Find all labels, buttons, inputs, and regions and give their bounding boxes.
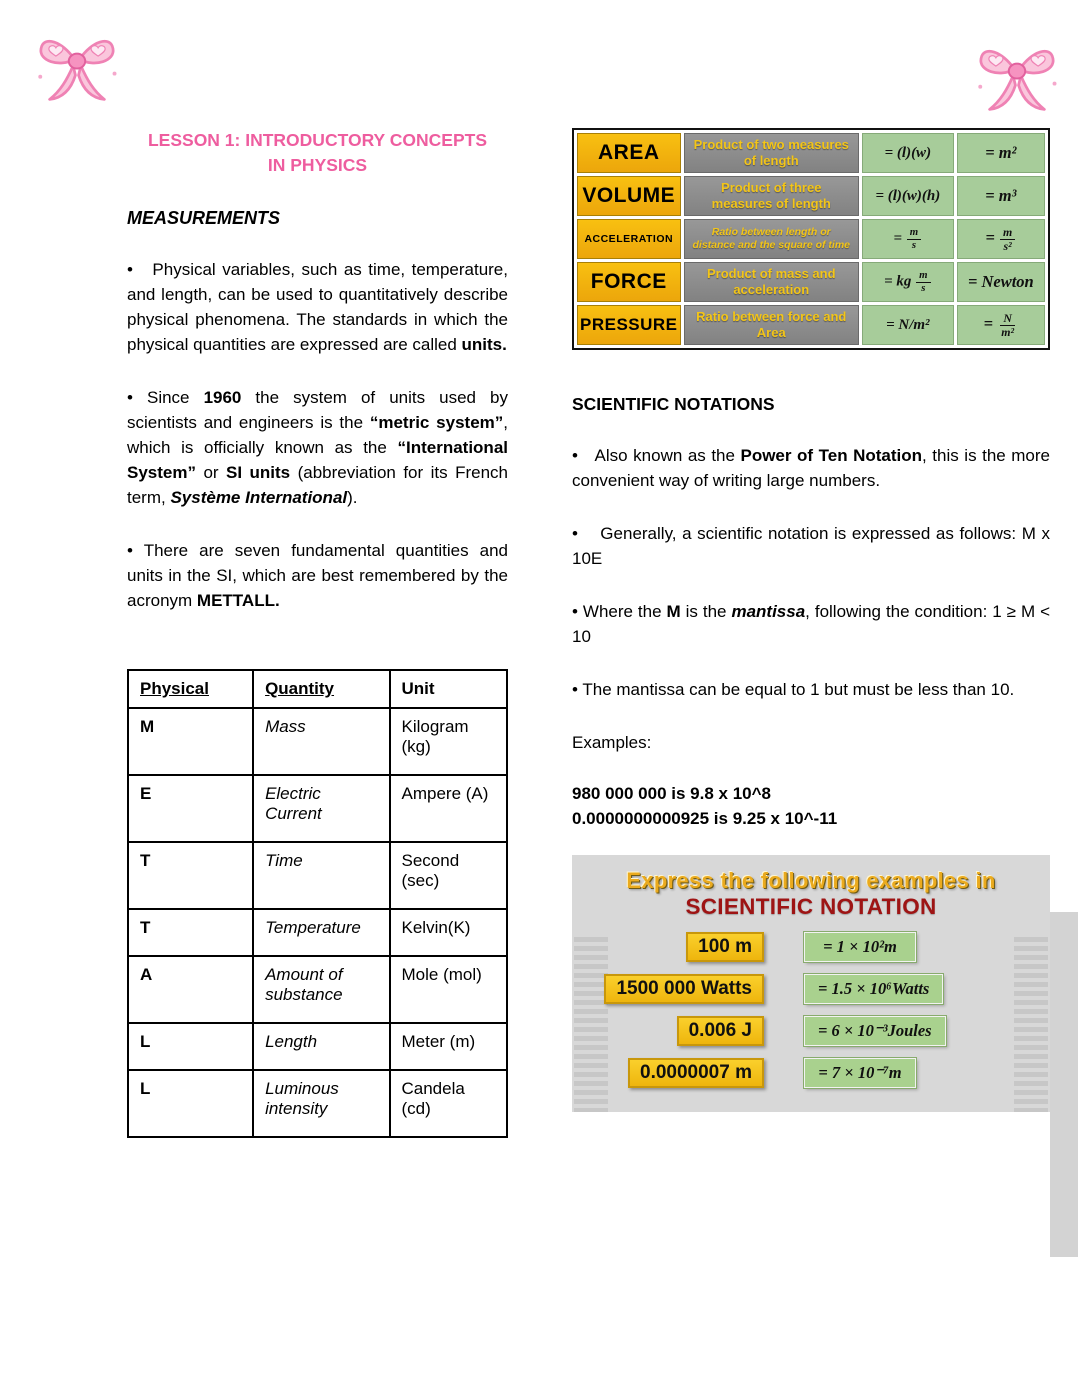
answer-value: = 7 × 10⁻⁷m (804, 1058, 916, 1088)
answer-value: = 1 × 10²m (804, 932, 916, 962)
column-header: Physical (128, 670, 253, 708)
text-segment: mantissa (731, 602, 806, 621)
text-segment: “metric system” (369, 413, 504, 432)
derived-table (574, 130, 1048, 348)
table-cell: Temperature (253, 909, 389, 956)
panel-title: Express the following examples in (626, 868, 996, 893)
paragraph (127, 257, 508, 357)
text-segment: • Also known as the (572, 446, 741, 465)
text-segment: • The mantissa can be equal to 1 but must be less than 10. (572, 680, 1015, 699)
panel-subtitle: SCIENTIFIC NOTATION (685, 894, 937, 919)
denominator: s² (1003, 238, 1012, 253)
table-cell: Candela (cd) (390, 1070, 508, 1137)
scientific-notation-exercise-panel (572, 855, 1050, 1112)
numerator: m (907, 227, 921, 239)
given-zone (584, 1058, 764, 1088)
mettall-table-body (128, 670, 507, 1137)
given-zone (584, 1016, 764, 1046)
text-segment: Power of Ten Notation (740, 446, 923, 465)
quantity-name-cell: VOLUME (577, 176, 681, 216)
text-segment: or (195, 463, 227, 482)
table-cell: Second (sec) (390, 842, 508, 909)
quantity-name-cell: FORCE (577, 262, 681, 302)
paragraph (572, 443, 1050, 493)
given-value: 1500 000 Watts (604, 974, 764, 1004)
given-value: 0.006 J (677, 1016, 764, 1046)
table-row (128, 1023, 507, 1070)
text-segment: is the (680, 602, 732, 621)
quantity-description-cell: Product of two measures of length (684, 133, 859, 173)
text-segment: , which is officially known as the (127, 413, 508, 457)
scientific-notations-heading: SCIENTIFIC NOTATIONS (572, 394, 775, 414)
fraction (998, 312, 1017, 338)
table-row (128, 775, 507, 842)
panel-items (572, 929, 1050, 1090)
answer-zone (804, 1058, 916, 1088)
text-segment: 1960 (203, 388, 242, 407)
denominator: m² (1001, 324, 1015, 339)
paragraph (572, 677, 1050, 702)
given-value: 0.0000007 m (628, 1058, 764, 1088)
numerator: m (1000, 226, 1015, 239)
answer-zone (804, 1016, 946, 1046)
table-cell: Luminous intensity (253, 1070, 389, 1137)
given-value: 100 m (686, 932, 764, 962)
text-segment: SI units (226, 463, 291, 482)
answer-zone (804, 974, 943, 1004)
quantity-name-cell: PRESSURE (577, 305, 681, 345)
measurements-paragraphs (127, 257, 508, 613)
formula-cell: = (l)(w)(h) (862, 176, 954, 216)
quantity-description-cell: Product of three measures of length (684, 176, 859, 216)
derived-table-body (577, 133, 1045, 345)
mettall-table (127, 669, 508, 1138)
table-cell: T (128, 909, 253, 956)
quantity-name-cell: ACCELERATION (577, 219, 681, 259)
answer-zone (804, 932, 916, 962)
table-cell: L (128, 1023, 253, 1070)
exercise-row (584, 971, 1038, 1006)
page-title-line1: LESSON 1: INTRODUCTORY CONCEPTS (147, 130, 488, 150)
table-cell: L (128, 1070, 253, 1137)
paragraph (572, 521, 1050, 571)
text-segment: M (666, 602, 681, 621)
table-cell: A (128, 956, 253, 1023)
denominator: s (921, 281, 926, 294)
unit-cell: = $\frac{N}{\text{m²}}$ (957, 305, 1045, 345)
examples-list (572, 781, 1050, 831)
scrollbar-artifact (1050, 912, 1078, 1257)
table-cell: E (128, 775, 253, 842)
formula-cell: = (l)(w) (862, 133, 954, 173)
examples-label: Examples: (572, 733, 652, 752)
table-row (128, 842, 507, 909)
fraction (916, 270, 930, 294)
text-segment: “International System” (127, 438, 508, 482)
unit-cell: = Newton (957, 262, 1045, 302)
table-cell: Kilogram (kg) (390, 708, 508, 775)
derived-row-volume (577, 176, 1045, 216)
fraction (1000, 226, 1015, 252)
exercise-row (584, 1013, 1038, 1048)
bow-icon (34, 20, 120, 110)
text-segment: • There are seven fundamental quantities and units in the SI, which are best remembered by the acronym (127, 541, 508, 610)
paragraph (127, 385, 508, 510)
table-row (128, 1070, 507, 1137)
table-cell: Electric Current (253, 775, 389, 842)
page-title (127, 128, 508, 178)
given-zone (584, 974, 764, 1004)
table-cell: Mole (mol) (390, 956, 508, 1023)
text-segment: the system of units used by scientists and engineers is the (127, 388, 508, 432)
formula-cell: = kg $\frac{m}{s}$ (862, 262, 954, 302)
column-header: Quantity (253, 670, 389, 708)
table-header-row (128, 670, 507, 708)
example-value: 980 000 000 is 9.8 x 10^8 (572, 784, 771, 803)
formula-cell: = $\frac{m}{s}$ (862, 219, 954, 259)
page-title-line2: IN PHYSICS (267, 155, 368, 175)
table-cell: Length (253, 1023, 389, 1070)
text-segment: , following the condition: 1 ≥ M < 10 (572, 602, 1050, 646)
unit-cell: = m³ (957, 176, 1045, 216)
left-column (127, 128, 508, 1138)
table-cell: T (128, 842, 253, 909)
table-row (128, 956, 507, 1023)
quantity-description-cell: Product of mass and acceleration (684, 262, 859, 302)
quantity-description-cell: Ratio between length or distance and the square of time (684, 219, 859, 259)
text-segment: • Generally, a scientific notation is expressed as follows: M x 10E (572, 524, 1050, 568)
unit-cell: = m² (957, 133, 1045, 173)
table-cell: Kelvin(K) (390, 909, 508, 956)
fraction (907, 227, 921, 251)
unit-cell: = $\frac{m}{\text{s²}}$ (957, 219, 1045, 259)
numerator: N (1000, 312, 1015, 325)
paragraph (127, 538, 508, 613)
paragraph (572, 599, 1050, 649)
scientific-paragraphs (572, 443, 1050, 702)
text-segment: • Where the (572, 602, 667, 621)
formula-cell: = N/m² (862, 305, 954, 345)
text-segment: , this is the more convenient way of writing large numbers. (572, 446, 1050, 490)
table-row (128, 708, 507, 775)
bow-icon (974, 30, 1060, 120)
example-value: 0.0000000000925 is 9.25 x 10^-11 (572, 809, 838, 828)
table-cell: Ampere (A) (390, 775, 508, 842)
text-segment: • Since (127, 388, 204, 407)
text-segment: (abbreviation for its French term, (127, 463, 508, 507)
right-column (572, 128, 1050, 1112)
exercise-row (584, 929, 1038, 964)
text-segment: Système International (170, 488, 348, 507)
text-segment: ). (347, 488, 358, 507)
text-segment: METTALL. (196, 591, 280, 610)
column-header: Unit (390, 670, 508, 708)
derived-row-force (577, 262, 1045, 302)
table-cell: M (128, 708, 253, 775)
table-cell: Amount of substance (253, 956, 389, 1023)
text-segment: units. (461, 335, 507, 354)
answer-value: = 6 × 10⁻³Joules (804, 1016, 946, 1046)
given-zone (584, 932, 764, 962)
measurements-heading: MEASUREMENTS (127, 208, 281, 228)
derived-row-acceleration (577, 219, 1045, 259)
derived-quantities-table (572, 128, 1050, 350)
exercise-row (584, 1055, 1038, 1090)
numerator: m (916, 270, 930, 282)
table-cell: Mass (253, 708, 389, 775)
quantity-name-cell: AREA (577, 133, 681, 173)
table-cell: Meter (m) (390, 1023, 508, 1070)
denominator: s (911, 238, 917, 251)
quantity-description-cell: Ratio between force and Area (684, 305, 859, 345)
derived-row-area (577, 133, 1045, 173)
derived-row-pressure (577, 305, 1045, 345)
table-row (128, 909, 507, 956)
text-segment: • Physical variables, such as time, temperature, and length, can be used to quantitatively describe physical phenomena. The standards in which the physical quantities are expressed are called (127, 260, 508, 354)
answer-value: = 1.5 × 10⁶Watts (804, 974, 943, 1004)
table-cell: Time (253, 842, 389, 909)
